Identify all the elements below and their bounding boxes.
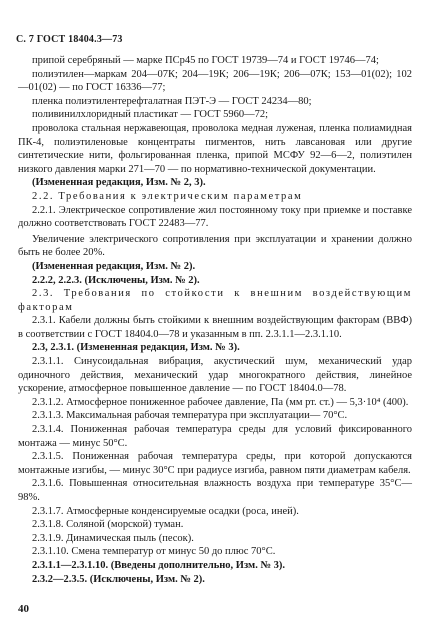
paragraph: 2.3.1.5. Пониженная рабочая температура среды, при которой допускаются монтажные изгибы, — минус 30°С при радиусе изгиба, равном пяти диаметрам кабеля.: [18, 451, 412, 476]
paragraph: 2.3.1.10. Смена температур от минус 50 до плюс 70°С.: [32, 546, 276, 558]
paragraph: 2.3.1.4. Пониженная рабочая температура среды для условий фиксированного монтажа — минус 50°С.: [18, 424, 412, 449]
paragraph: 2.3.1.7. Атмосферные конденсируемые осадки (роса, иней).: [32, 505, 299, 517]
amendment-note: 2.2.2, 2.2.3. (Исключены, Изм. № 2).: [32, 274, 200, 286]
paragraph: полиэтилен—маркам 204—07К; 204—19К; 206—19К; 206—07К; 153—01(02); 102—01(02) — по ГОСТ 16336—77;: [18, 68, 412, 94]
paragraph: поливинилхлоридный пластикат — ГОСТ 5960—72;: [32, 109, 269, 121]
amendment-note: 2.3.2—2.3.5. (Исключены, Изм. № 2).: [32, 573, 205, 585]
paragraph: Увеличение электрического сопротивления при эксплуатации и хранении должно быть не более 20%.: [18, 233, 412, 259]
section-heading: 2.2. Требования к электрическим параметрам: [32, 190, 303, 202]
paragraph: 2.3.1.2. Атмосферное пониженное рабочее давление, Па (мм рт. ст.) — 5,3·10⁴ (400).: [32, 396, 409, 408]
document-body: [18, 54, 412, 586]
amendment-note: 2.3.1.1—2.3.1.10. (Введены дополнительно, Изм. № 3).: [32, 559, 285, 571]
paragraph: припой серебряный — марке ПСр45 по ГОСТ 19739—74 и ГОСТ 19746—74;: [32, 55, 379, 66]
paragraph: пленка полиэтилентерефталатная ПЭТ-Э — ГОСТ 24234—80;: [32, 95, 312, 107]
amendment-note: (Измененная редакция, Изм. № 2).: [32, 260, 196, 272]
page-header: С. 7 ГОСТ 18404.3—73: [16, 34, 123, 45]
paragraph: 2.2.1. Электрическое сопротивление жил постоянному току при приемке и поставке должно соответствовать ГОСТ 22483—77.: [18, 204, 412, 230]
paragraph: 2.3.1.6. Повышенная относительная влажность воздуха при температуре 35°С—98%.: [18, 478, 412, 503]
paragraph: 2.3.1. Кабели должны быть стойкими к внешним воздействующим факторам (ВВФ) в соответствии с ГОСТ 18404.0—78 и указанным в пп. 2.3.1.1—2.3.1.10.: [18, 315, 412, 340]
amendment-note: (Измененная редакция, Изм. № 2, 3).: [32, 177, 206, 189]
amendment-note: 2.3, 2.3.1. (Измененная редакция, Изм. № 3).: [32, 342, 240, 354]
page-number: 40: [18, 603, 29, 615]
section-heading: 2.3. Требования по стойкости к внешним воздействующим факторам: [18, 288, 412, 313]
paragraph: проволока стальная нержавеющая, проволока медная луженая, пленка полиамидная ПК-4, полиэтиленовые концентраты пигментов, нить лавсановая или другие синтетические нити, фольгированная пленка, припой МСФУ 92—6—2, полиэтилен низкого давления марки 271—70 — по нормативно-технической документации.: [18, 122, 412, 175]
paragraph: 2.3.1.3. Максимальная рабочая температура при эксплуатации— 70°С.: [32, 410, 348, 422]
paragraph: 2.3.1.8. Соляной (морской) туман.: [32, 519, 184, 531]
paragraph: 2.3.1.9. Динамическая пыль (песок).: [32, 532, 194, 544]
paragraph: 2.3.1.1. Синусоидальная вибрация, акустический шум, механический удар одиночного действия, механический удар многократного действия, линейное ускорение, атмосферное повышенное давление — по ГОСТ 18404.0—78.: [18, 356, 412, 395]
